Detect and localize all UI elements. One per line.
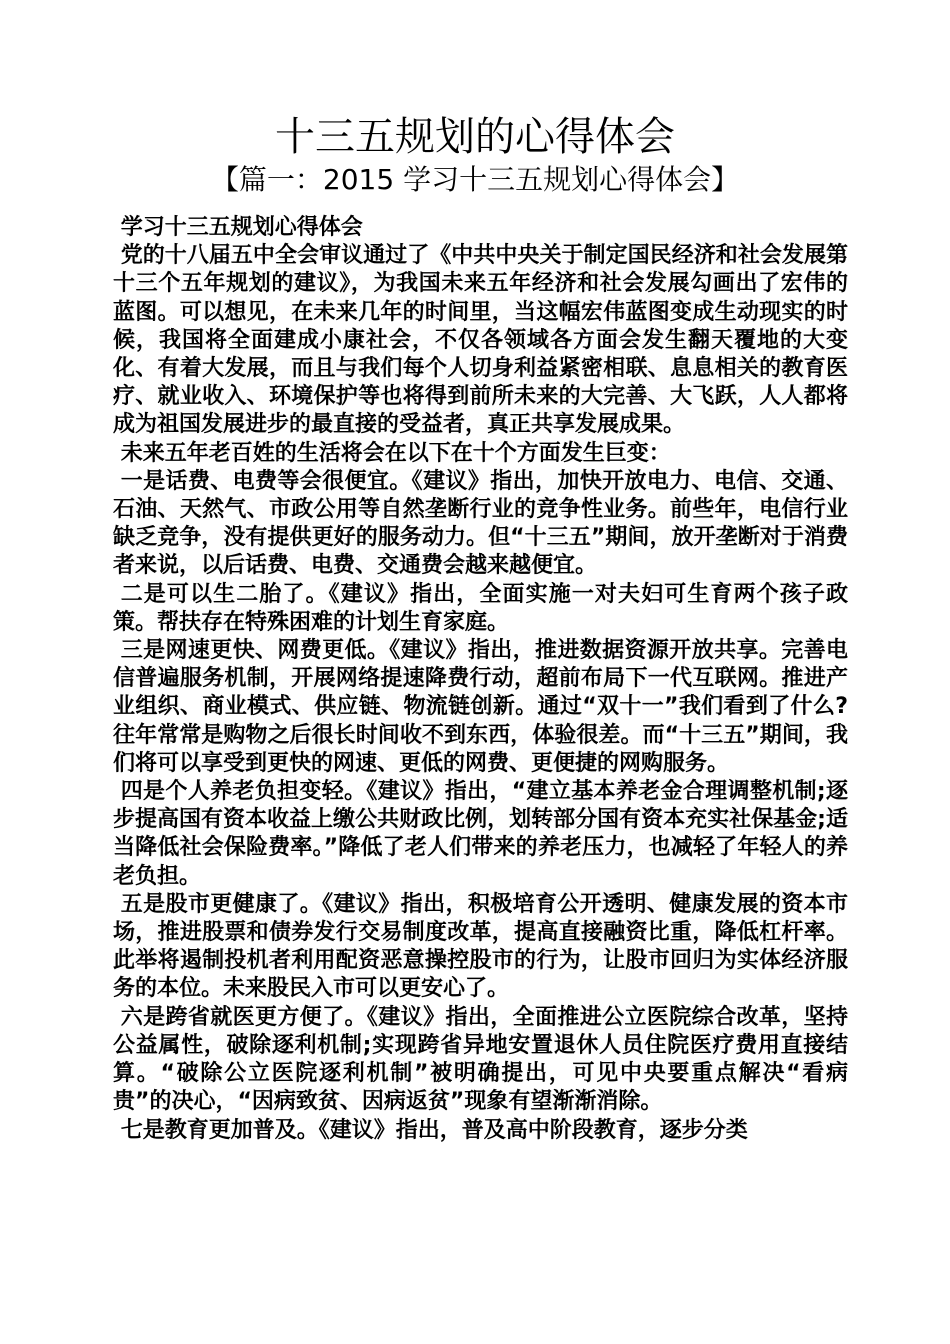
section-heading: 学习十三五规划心得体会 [120,215,363,240]
document-body [113,214,848,1145]
paragraph-item-4: 四是个人养老负担变轻。《建议》指出，“建立基本养老金合理调整机制;逐步提高国有资本收益上缴公共财政比例，划转部分国有资本充实社保基金;适当降低社会保险费率。”降低了老人们带来的养老压力，也减轻了年轻人的养老负担。 [113,779,848,889]
paragraph-item-6: 六是跨省就医更方便了。《建议》指出，全面推进公立医院综合改革，坚持公益属性，破除逐利机制;实现跨省异地安置退休人员住院医疗费用直接结算。“破除公立医院逐利机制”被明确提出，可见中央要重点解决“看病贵”的决心，“因病致贫、因病返贫”现象有望渐渐消除。 [113,1004,848,1115]
document-title: 十三五规划的心得体会 [275,114,675,160]
paragraph-item-2: 二是可以生二胎了。《建议》指出，全面实施一对夫妇可生育两个孩子政策。帮扶存在特殊困难的计划生育家庭。 [113,581,848,635]
paragraph-intro: 党的十八届五中全会审议通过了《中共中央关于制定国民经济和社会发展第十三个五年规划的建议》，为我国未来五年经济和社会发展勾画出了宏伟的蓝图。可以想见，在未来几年的时间里，当这幅宏伟蓝图变成生动现实的时候，我国将全面建成小康社会，不仅各领域各方面会发生翻天覆地的大变化、有着大发展，而且与我们每个人切身利益紧密相联、息息相关的教育医疗、就业收入、环境保护等也将得到前所未来的大完善、大飞跃，人人都将成为祖国发展进步的最直接的受益者，真正共享发展成果。 [113,243,848,438]
paragraph-item-7: 七是教育更加普及。《建议》指出，普及高中阶段教育，逐步分类 [120,1117,748,1143]
document-subtitle: 【篇一：2015 学习十三五规划心得体会】 [210,163,740,196]
paragraph-item-1: 一是话费、电费等会很便宜。《建议》指出，加快开放电力、电信、交通、石油、天然气、市政公用等自然垄断行业的竞争性业务。前些年，电信行业缺乏竞争，没有提供更好的服务动力。但“十三五”期间，放开垄断对于消费者来说，以后话费、电费、交通费会越来越便宜。 [113,468,848,579]
paragraph-item-3: 三是网速更快、网费更低。《建议》指出，推进数据资源开放共享。完善电信普遍服务机制，开展网络提速降费行动，超前布局下一代互联网。推进产业组织、商业模式、供应链、物流链创新。通过“双十一”我们看到了什么?往年常常是购物之后很长时间收不到东西，体验很差。而“十三五”期间，我们将可以享受到更快的网速、更低的网费、更便捷的网购服务。 [113,638,848,776]
paragraph-list-intro: 未来五年老百姓的生活将会在以下在十个方面发生巨变： [120,440,671,466]
paragraph-item-5: 五是股市更健康了。《建议》指出，积极培育公开透明、健康发展的资本市场，推进股票和债券发行交易制度改革，提高直接融资比重，降低杠杆率。此举将遏制投机者利用配资恶意操控股市的行为，让股市回归为实体经济服务的本位。未来股民入市可以更安心了。 [113,891,848,1002]
